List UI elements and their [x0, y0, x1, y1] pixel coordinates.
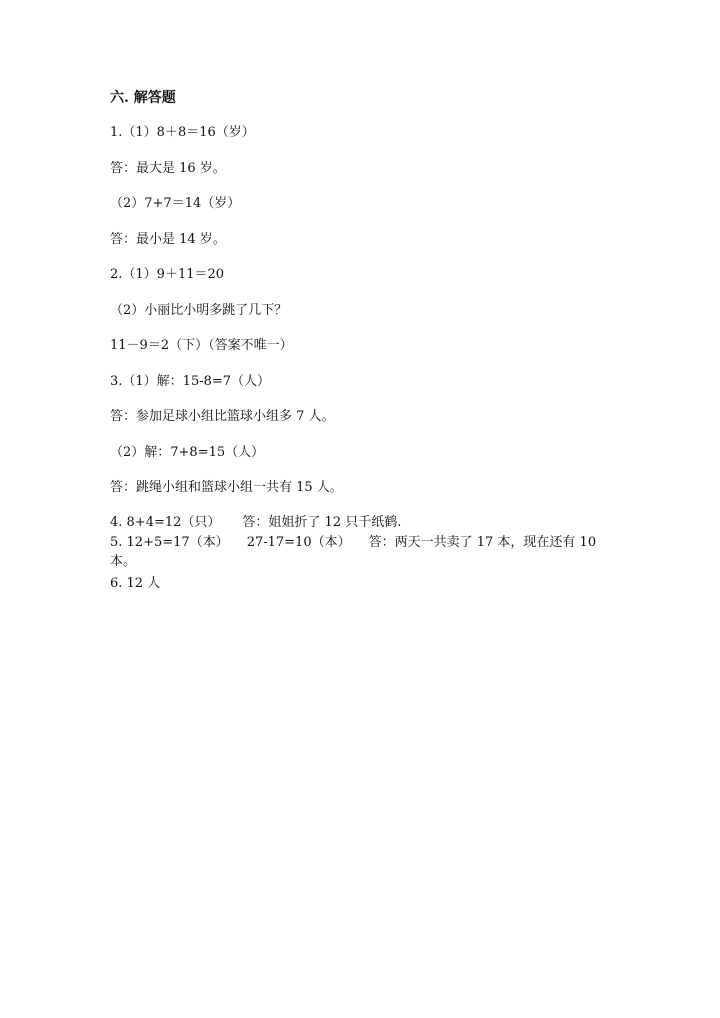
q5-answer-line1: 答：两天一共卖了 17 本，现在还有 10 [368, 535, 597, 550]
q4-answer: 答：姐姐折了 12 只千纸鹤. [242, 515, 402, 530]
q1-answer2: 答：最小是 14 岁。 [110, 232, 226, 247]
section-title: 六. 解答题 [110, 90, 176, 106]
q1-part1: 1.（1）8＋8＝16（岁） [110, 125, 255, 140]
q4-calc: 4. 8+4=12（只） [110, 515, 221, 530]
q2-calc: 11－9＝2（下）（答案不唯一） [110, 338, 293, 353]
q4-line [110, 515, 401, 531]
q3-answer1: 答：参加足球小组比篮球小组多 7 人。 [110, 409, 335, 424]
q1-answer1: 答：最大是 16 岁。 [110, 161, 226, 176]
q2-part2: （2）小丽比小明多跳了几下？ [110, 303, 288, 318]
q3-part1: 3.（1）解：15-8=7（人） [110, 374, 271, 389]
q2-part1: 2.（1）9＋11＝20 [110, 267, 225, 282]
q5-line [110, 535, 596, 551]
q3-answer2: 答：跳绳小组和篮球小组一共有 15 人。 [110, 480, 343, 495]
q5-calc1: 5. 12+5=17（本） [110, 535, 229, 550]
q3-part2: （2）解：7+8=15（人） [110, 445, 265, 460]
q6-answer: 6. 12 人 [110, 576, 161, 591]
q5-answer-line2: 本。 [110, 554, 137, 569]
q1-part2: （2）7+7＝14（岁） [110, 196, 241, 211]
q5-calc2: 27-17=10（本） [246, 535, 351, 550]
